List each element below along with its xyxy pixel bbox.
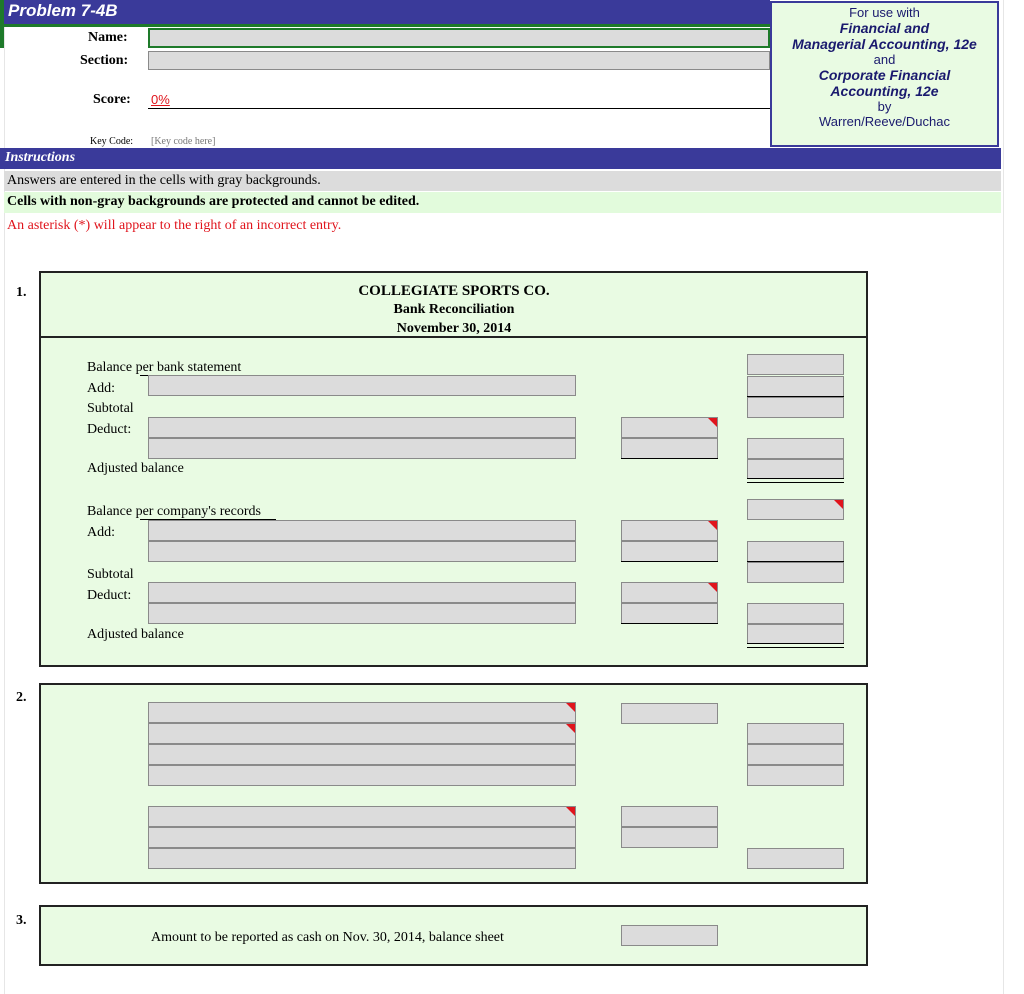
company-balance-input[interactable] xyxy=(747,499,844,520)
keycode-label: Key Code: xyxy=(90,136,134,147)
bank-deduct-total-input[interactable] xyxy=(747,438,844,459)
entry-credit-input[interactable] xyxy=(747,765,844,786)
entry-debit-input[interactable] xyxy=(621,827,718,848)
company-deduct-total-input[interactable] xyxy=(747,603,844,624)
instructions-line-3: An asterisk (*) will appear to the right of an incorrect entry. xyxy=(7,218,342,233)
add-label: Add: xyxy=(87,381,115,396)
company-subtotal-input[interactable] xyxy=(747,562,844,583)
problem-title: Problem 7-4B xyxy=(8,1,118,20)
title-bar-accent xyxy=(0,0,4,48)
entry-debit-input[interactable] xyxy=(621,806,718,827)
cash-amount-label: Amount to be reported as cash on Nov. 30, 2014, balance sheet xyxy=(151,930,504,945)
company-add-description-input[interactable] xyxy=(148,520,576,541)
company-deduct-amount-input[interactable] xyxy=(621,603,718,624)
entry-account-input[interactable] xyxy=(148,723,576,744)
deduct-label: Deduct: xyxy=(87,588,132,603)
bank-balance-input[interactable] xyxy=(747,354,844,375)
part1-number: 1. xyxy=(16,285,27,300)
part1-statement: Bank Reconciliation xyxy=(393,302,515,317)
name-input[interactable] xyxy=(148,28,770,48)
company-add-amount-input[interactable] xyxy=(621,541,718,562)
instructions-bar xyxy=(0,148,1001,169)
entry-account-input[interactable] xyxy=(148,827,576,848)
bank-deduct-amount-input[interactable] xyxy=(621,438,718,459)
credits-line: Accounting, 12e xyxy=(830,83,939,99)
balance-per-bank-label: Balance per bank statement xyxy=(87,360,242,375)
part2-number: 2. xyxy=(16,690,27,705)
part1-date: November 30, 2014 xyxy=(396,321,512,336)
add-label: Add: xyxy=(87,525,115,540)
company-add-description-input[interactable] xyxy=(148,541,576,562)
bank-subtotal-input[interactable] xyxy=(747,397,844,418)
divider xyxy=(621,458,718,459)
bank-adjusted-balance-input[interactable] xyxy=(747,459,844,479)
company-deduct-description-input[interactable] xyxy=(148,603,576,624)
company-add-total-input[interactable] xyxy=(747,541,844,562)
section-label: Section: xyxy=(80,53,129,68)
instructions-title: Instructions xyxy=(5,150,76,165)
instructions-line-2: Cells with non-gray backgrounds are protected and cannot be edited. xyxy=(7,194,420,209)
divider xyxy=(621,623,718,624)
company-deduct-description-input[interactable] xyxy=(148,582,576,603)
score-underline xyxy=(148,108,770,109)
credits-line: Warren/Reeve/Duchac xyxy=(818,114,950,129)
credits-box xyxy=(770,1,999,147)
entry-debit-input[interactable] xyxy=(621,703,718,724)
divider xyxy=(621,561,718,562)
bank-deduct-amount-input[interactable] xyxy=(621,417,718,438)
entry-account-input[interactable] xyxy=(148,806,576,827)
grid-line xyxy=(1003,0,1004,994)
credits-line: Corporate Financial xyxy=(818,67,951,83)
double-underline xyxy=(747,478,844,483)
company-deduct-amount-input[interactable] xyxy=(621,582,718,603)
instructions-line-1: Answers are entered in the cells with gray backgrounds. xyxy=(7,173,321,188)
bank-deduct-description-input[interactable] xyxy=(148,417,576,438)
bank-add-amount-input[interactable] xyxy=(747,376,844,397)
entry-credit-input[interactable] xyxy=(747,848,844,869)
entry-credit-input[interactable] xyxy=(747,744,844,765)
credits-line: For use with xyxy=(849,5,920,20)
double-underline xyxy=(747,643,844,648)
keycode-value: [Key code here] xyxy=(151,136,216,147)
entry-account-input[interactable] xyxy=(148,702,576,723)
bank-add-description-input[interactable] xyxy=(148,375,576,396)
cash-amount-input[interactable] xyxy=(621,925,718,946)
section-input[interactable] xyxy=(148,51,770,70)
subtotal-label: Subtotal xyxy=(87,401,134,416)
company-adjusted-balance-input[interactable] xyxy=(747,624,844,644)
part1-company: COLLEGIATE SPORTS CO. xyxy=(358,283,550,299)
entry-account-input[interactable] xyxy=(148,765,576,786)
entry-account-input[interactable] xyxy=(148,848,576,869)
subtotal-label: Subtotal xyxy=(87,567,134,582)
bank-deduct-description-input[interactable] xyxy=(148,438,576,459)
credits-line: by xyxy=(877,99,892,114)
name-label: Name: xyxy=(88,30,128,45)
company-add-amount-input[interactable] xyxy=(621,520,718,541)
entry-account-input[interactable] xyxy=(148,744,576,765)
part3-number: 3. xyxy=(16,913,27,928)
entry-credit-input[interactable] xyxy=(747,723,844,744)
credits-line: Financial and xyxy=(839,20,930,36)
deduct-label: Deduct: xyxy=(87,422,132,437)
adjusted-balance-label: Adjusted balance xyxy=(87,461,184,476)
score-label: Score: xyxy=(93,92,131,107)
credits-line: and xyxy=(873,52,896,67)
adjusted-balance-label: Adjusted balance xyxy=(87,627,184,642)
score-value: 0% xyxy=(151,92,170,107)
credits-line: Managerial Accounting, 12e xyxy=(792,36,977,52)
balance-per-company-label: Balance per company's records xyxy=(87,504,261,519)
